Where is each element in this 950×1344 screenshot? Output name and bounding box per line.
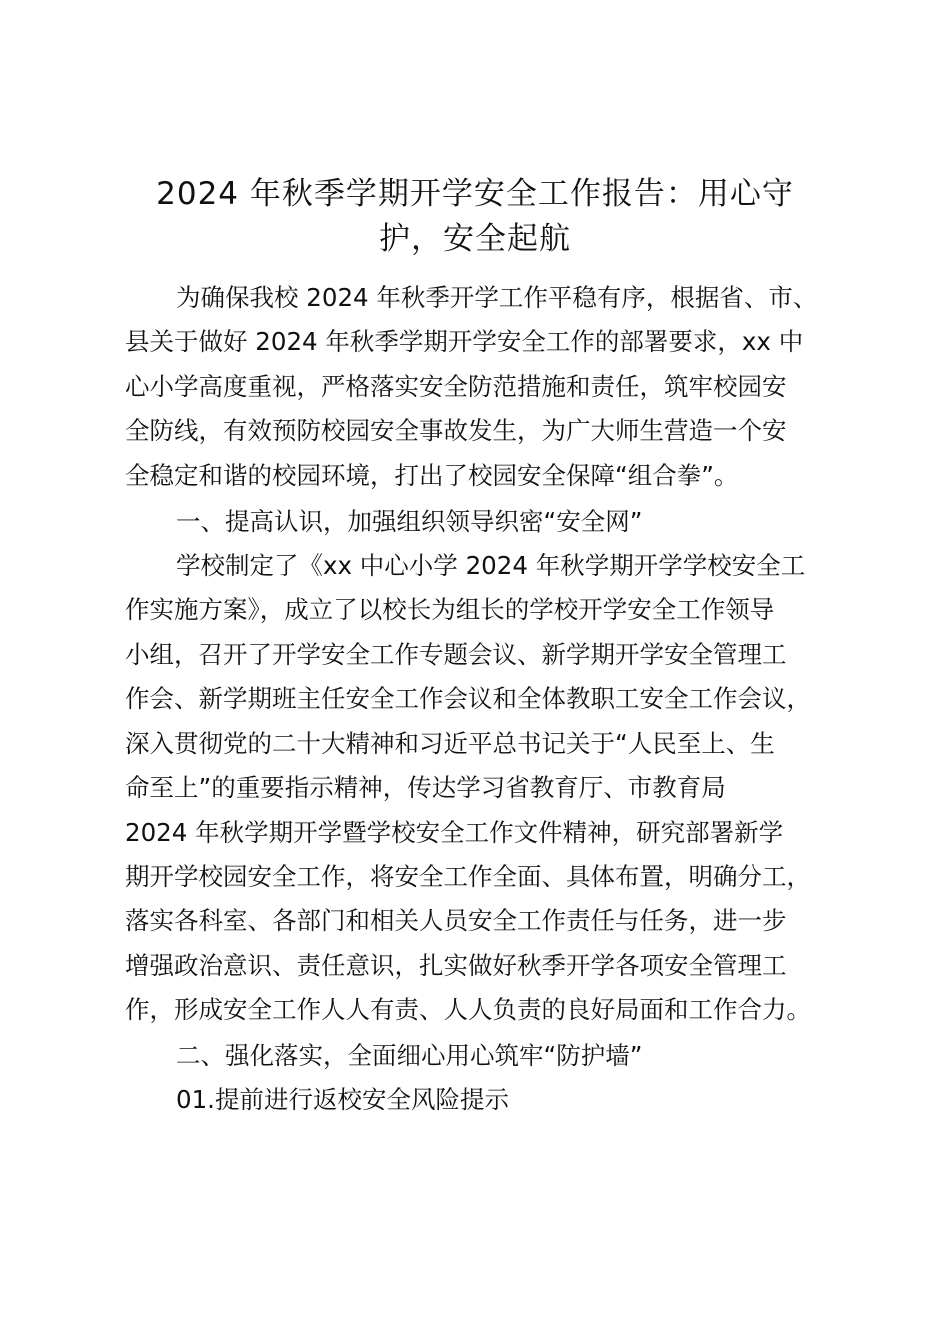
paragraph-2-line-4: 作会、新学期班主任安全工作会议和全体教职工安全工作会议，	[125, 684, 811, 713]
paragraph-2-line-10: 增强政治意识、责任意识，扎实做好秋季开学各项安全管理工	[125, 951, 787, 980]
paragraph-1-line-1: 为确保我校 2024 年秋季开学工作平稳有序，根据省、市、	[176, 283, 818, 312]
paragraph-2-line-5: 深入贯彻党的二十大精神和习近平总书记关于“人民至上、生	[125, 729, 775, 758]
paragraph-2-line-6: 命至上”的重要指示精神，传达学习省教育厅、市教育局	[125, 773, 726, 802]
paragraph-2-line-7: 2024 年秋学期开学暨学校安全工作文件精神，研究部署新学	[125, 818, 784, 847]
paragraph-1-line-5: 全稳定和谐的校园环境，打出了校园安全保障“组合拳”。	[125, 461, 739, 490]
section-heading-1: 一、提高认识，加强组织领导织密“安全网”	[176, 507, 643, 536]
section-heading-2: 二、强化落实，全面细心用心筑牢“防护墙”	[176, 1041, 643, 1070]
title-line-1: 2024 年秋季学期开学安全工作报告：用心守	[156, 176, 794, 212]
paragraph-2-line-8: 期开学校园安全工作，将安全工作全面、具体布置，明确分工，	[125, 862, 811, 891]
paragraph-1-line-4: 全防线，有效预防校园安全事故发生，为广大师生营造一个安	[125, 416, 787, 445]
paragraph-1-line-3: 心小学高度重视，严格落实安全防范措施和责任，筑牢校园安	[125, 372, 787, 401]
paragraph-1-line-2: 县关于做好 2024 年秋季学期开学安全工作的部署要求，xx 中	[125, 327, 804, 356]
paragraph-2-line-3: 小组，召开了开学安全工作专题会议、新学期开学安全管理工	[125, 640, 787, 669]
paragraph-2-line-1: 学校制定了《xx 中心小学 2024 年秋学期开学学校安全工	[176, 551, 806, 580]
paragraph-2-line-11: 作，形成安全工作人人有责、人人负责的良好局面和工作合力。	[125, 995, 811, 1024]
paragraph-2-line-9: 落实各科室、各部门和相关人员安全工作责任与任务，进一步	[125, 906, 787, 935]
subheading-1: 01.提前进行返校安全风险提示	[176, 1085, 509, 1114]
document-title	[110, 172, 840, 262]
paragraph-2-line-2: 作实施方案》，成立了以校长为组长的学校开学安全工作领导	[125, 595, 775, 624]
title-line-2: 护，安全起航	[379, 221, 571, 257]
